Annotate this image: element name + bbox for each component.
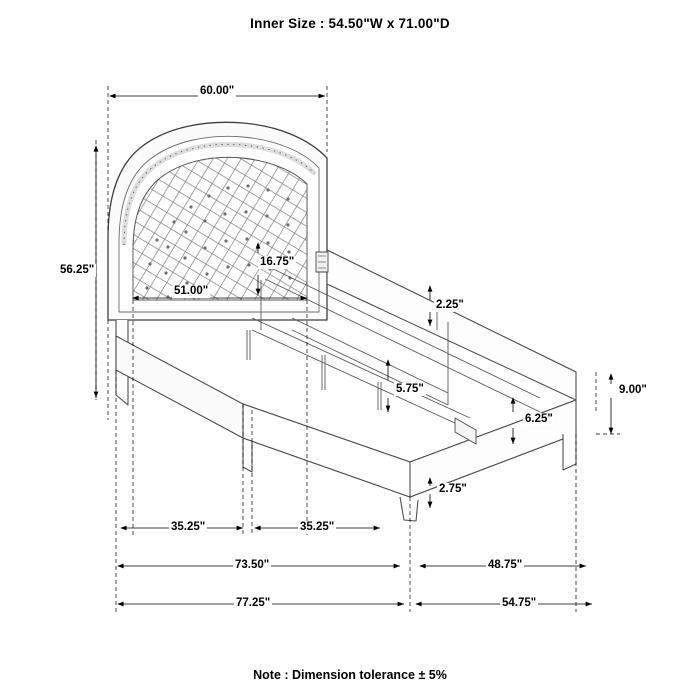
- dimension-label-overall-length: 77.25": [236, 597, 271, 609]
- dimension-label-span-front: 73.50": [235, 559, 270, 571]
- dimension-label-foot-height: 2.75": [439, 483, 467, 495]
- dimension-label-slat-thickness: 2.25": [436, 299, 464, 311]
- dimension-label-center-leg: 5.75": [396, 383, 424, 395]
- dimension-label-overall-depth: 54.75": [502, 597, 537, 609]
- dimension-label-side-rail: 6.25": [525, 413, 553, 425]
- bed-illustration: [108, 122, 576, 521]
- dimension-label-ground-clearance: 9.00": [619, 384, 647, 396]
- dimension-label-segment-left: 35.25": [171, 521, 206, 533]
- dimension-label-height-left: 56.25": [60, 264, 95, 276]
- dimension-label-segment-right: 35.25": [300, 521, 335, 533]
- dimension-label-width-top: 60.00": [200, 85, 235, 97]
- dimension-label-rail-height: 16.75": [260, 256, 295, 268]
- page-title: Inner Size : 54.50"W x 71.00"D: [250, 16, 450, 31]
- tolerance-note: Note : Dimension tolerance ± 5%: [253, 668, 447, 682]
- dimension-label-headboard-width: 51.00": [174, 285, 209, 297]
- dimension-label-span-side: 48.75": [488, 559, 523, 571]
